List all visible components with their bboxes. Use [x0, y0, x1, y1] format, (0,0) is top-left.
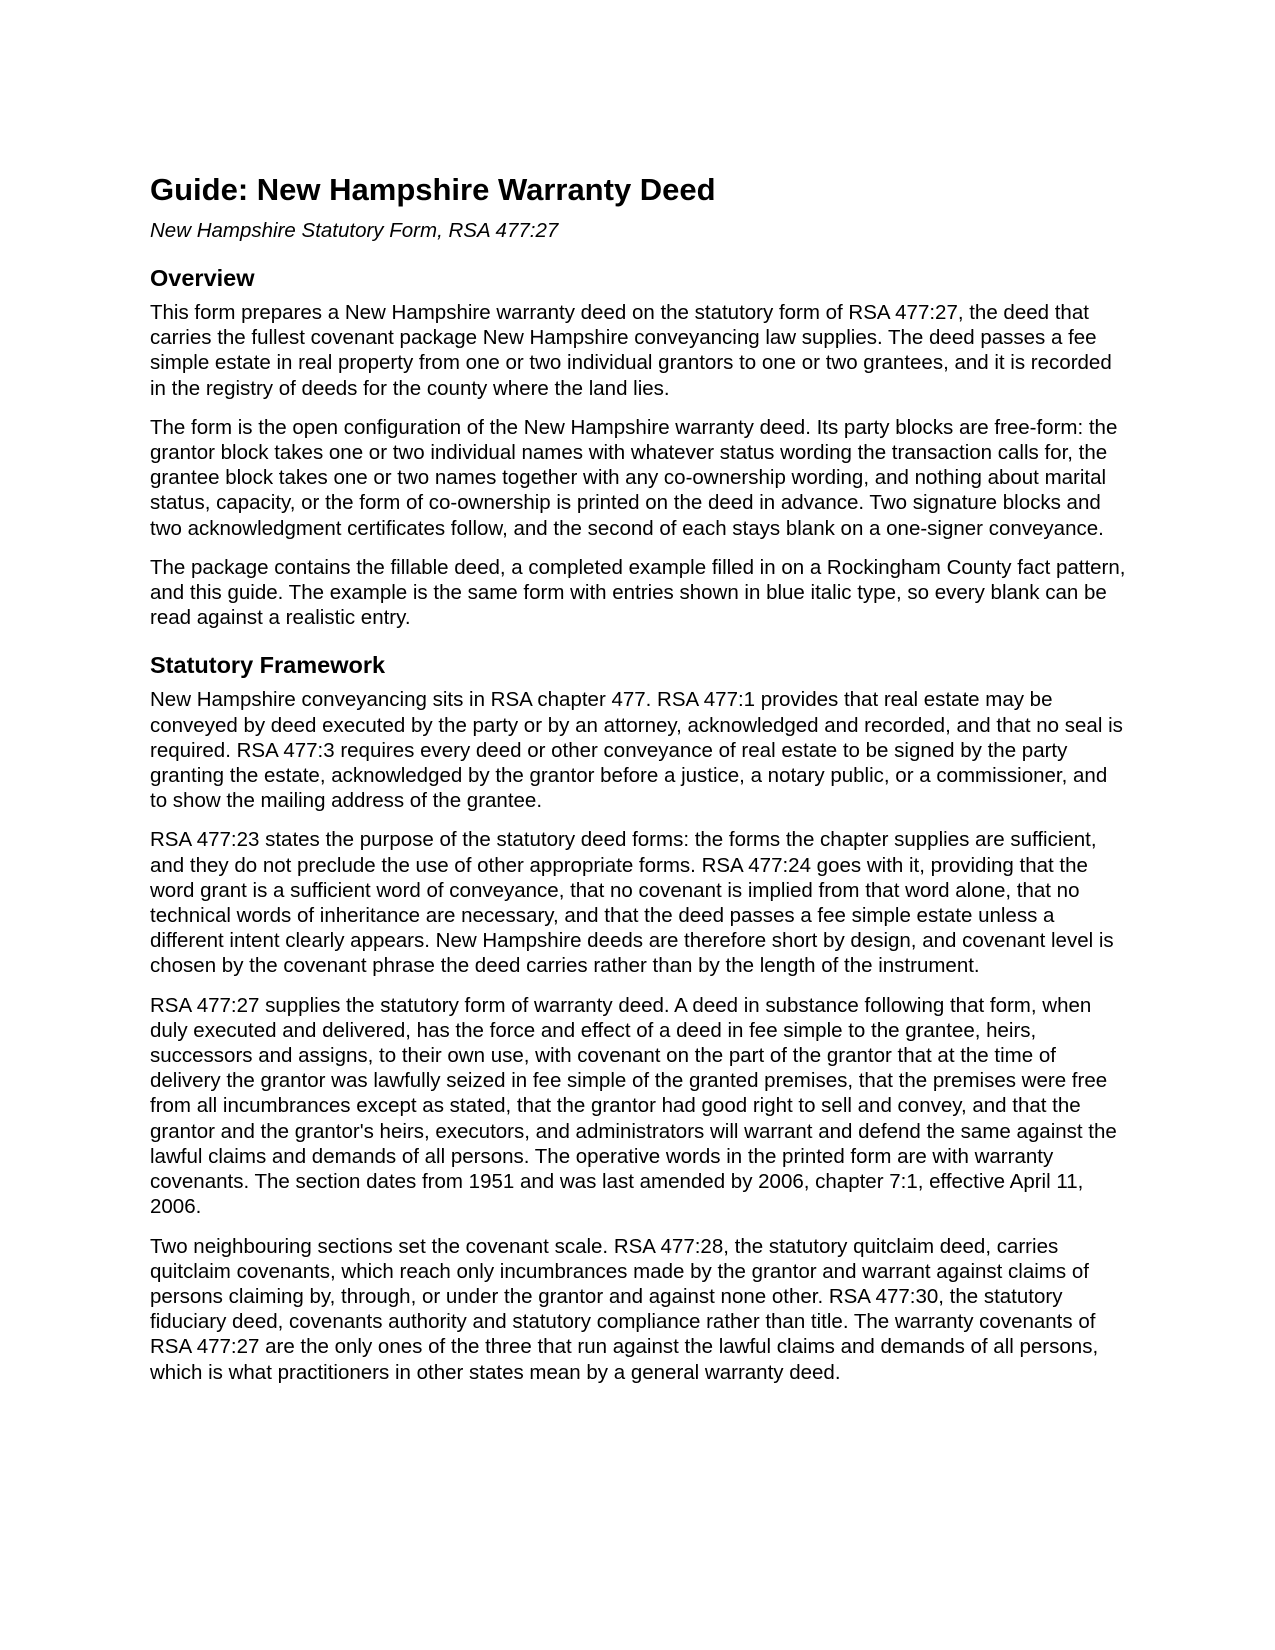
document-page: [150, 170, 1130, 1385]
paragraph: Two neighbouring sections set the covenant scale. RSA 477:28, the statutory quitclaim deed, carries quitclaim covenants, which reach only incumbrances made by the grantor and warrant against claims of persons claiming by, through, or under the grantor and against none other. RSA 477:30, the statutory fiduciary deed, covenants authority and statutory compliance rather than title. The warranty covenants of RSA 477:27 are the only ones of the three that run against the lawful claims and demands of all persons, which is what practitioners in other states mean by a general warranty deed.: [150, 1234, 1099, 1384]
paragraph: New Hampshire conveyancing sits in RSA chapter 477. RSA 477:1 provides that real estate may be conveyed by deed executed by the party or by an attorney, acknowledged and recorded, and that no seal is required. RSA 477:3 requires every deed or other conveyance of real estate to be signed by the party granting the estate, acknowledged by the grantor before a justice, a notary public, or a commissioner, and to show the mailing address of the grantee.: [150, 688, 1123, 813]
section-heading-overview: Overview: [150, 265, 255, 291]
section-heading-statutory-framework: Statutory Framework: [150, 652, 386, 679]
paragraph: The form is the open configuration of the New Hampshire warranty deed. Its party blocks are free-form: the grantor block takes one or two individual names with whatever status wording the transaction calls for, the grantee block takes one or two names together with any co-ownership wording, and nothing about marital status, capacity, or the form of co-ownership is printed on the deed in advance. Two signature blocks and two acknowledgment certificates follow, and the second of each stays blank on a one-signer conveyance.: [150, 415, 1118, 540]
paragraph: RSA 477:27 supplies the statutory form of warranty deed. A deed in substance following that form, when duly executed and delivered, has the force and effect of a deed in fee simple to the grantee, heirs, successors and assigns, to their own use, with covenant on the part of the grantor that at the time of delivery the grantor was lawfully seized in fee simple of the granted premises, that the premises were free from all incumbrances except as stated, that the grantor had good right to sell and convey, and that the grantor and the grantor's heirs, executors, and administrators will warrant and defend the same against the lawful claims and demands of all persons. The operative words in the printed form are with warranty covenants. The section dates from 1951 and was last amended by 2006, chapter 7:1, effective April 11, 2006.: [150, 993, 1117, 1219]
paragraph: This form prepares a New Hampshire warranty deed on the statutory form of RSA 477:27, the deed that carries the fullest covenant package New Hampshire conveyancing law supplies. The deed passes a fee simple estate in real property from one or two individual grantors to one or two grantees, and it is recorded in the registry of deeds for the county where the land lies.: [150, 301, 1112, 400]
document-title: Guide: New Hampshire Warranty Deed: [150, 172, 716, 207]
paragraph: The package contains the fillable deed, a completed example filled in on a Rockingham County fact pattern, and this guide. The example is the same form with entries shown in blue italic type, so every blank can be read against a realistic entry.: [150, 555, 1126, 630]
document-subtitle: New Hampshire Statutory Form, RSA 477:27: [150, 219, 559, 242]
paragraph: RSA 477:23 states the purpose of the statutory deed forms: the forms the chapter supplies are sufficient, and they do not preclude the use of other appropriate forms. RSA 477:24 goes with it, providing that the word grant is a sufficient word of conveyance, that no covenant is implied from that word alone, that no technical words of inheritance are necessary, and that the deed passes a fee simple estate unless a different intent clearly appears. New Hampshire deeds are therefore short by design, and covenant level is chosen by the covenant phrase the deed carries rather than by the length of the instrument.: [150, 828, 1114, 978]
